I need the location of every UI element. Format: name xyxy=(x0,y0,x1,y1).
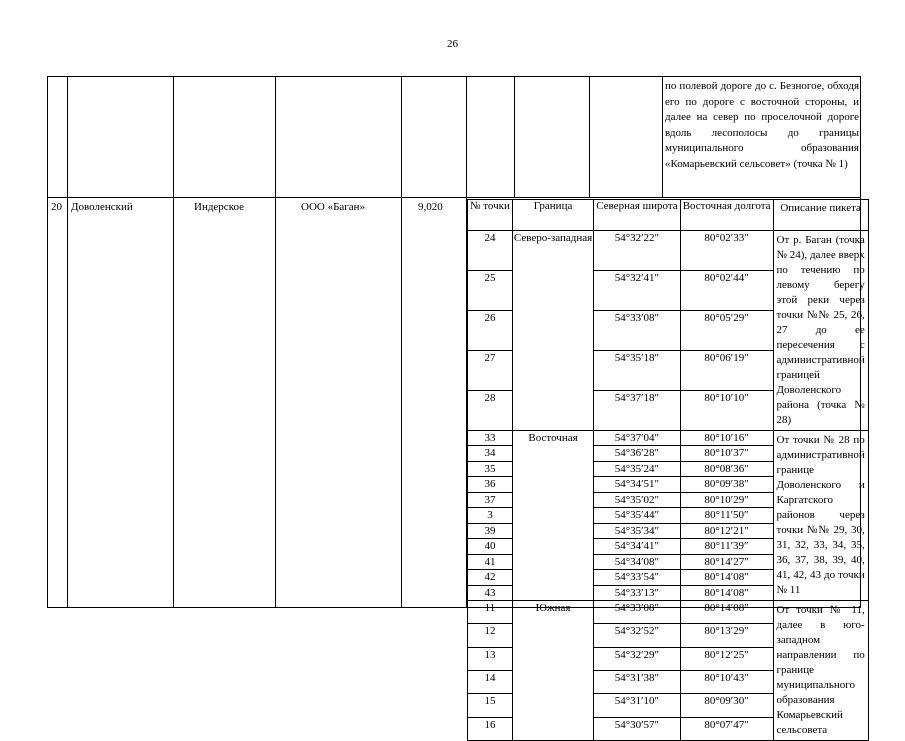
longitude-value: 80°14′08″ xyxy=(680,570,773,585)
longitude-value: 80°14′08″ xyxy=(680,585,773,600)
latitude-value: 54°34′51″ xyxy=(594,477,680,492)
coordinates-table xyxy=(467,199,869,741)
longitude-value: 80°06′19″ xyxy=(680,351,773,391)
header-latitude: Северная широта xyxy=(594,200,680,231)
longitude-value: 80°08′36″ xyxy=(680,461,773,476)
column-divider xyxy=(589,77,590,197)
point-number: 11 xyxy=(468,601,513,624)
point-number: 33 xyxy=(468,431,513,446)
latitude-value: 54°32′22″ xyxy=(594,231,680,271)
latitude-value: 54°33′54″ xyxy=(594,570,680,585)
column-divider xyxy=(662,77,663,197)
longitude-value: 80°10′10″ xyxy=(680,391,773,431)
point-number: 34 xyxy=(468,446,513,461)
point-number: 27 xyxy=(468,351,513,391)
table-row xyxy=(468,231,869,271)
settlement-name: Индерское xyxy=(194,201,244,213)
latitude-value: 54°37′04″ xyxy=(594,431,680,446)
longitude-value: 80°10′37″ xyxy=(680,446,773,461)
latitude-value: 54°33′08″ xyxy=(594,311,680,351)
latitude-value: 54°35′02″ xyxy=(594,492,680,507)
point-number: 37 xyxy=(468,492,513,507)
latitude-value: 54°33′08″ xyxy=(594,601,680,624)
document-table xyxy=(47,76,865,736)
point-number: 41 xyxy=(468,554,513,569)
point-number: 28 xyxy=(468,391,513,431)
latitude-value: 54°35′24″ xyxy=(594,461,680,476)
point-number: 13 xyxy=(468,647,513,670)
column-divider xyxy=(67,77,68,607)
point-number: 3 xyxy=(468,508,513,523)
longitude-value: 80°02′33″ xyxy=(680,231,773,271)
point-number: 14 xyxy=(468,670,513,693)
latitude-value: 54°31′38″ xyxy=(594,670,680,693)
table-row xyxy=(468,601,869,624)
area-value: 9,020 xyxy=(418,201,443,213)
latitude-value: 54°31′10″ xyxy=(594,694,680,717)
header-point: № точки xyxy=(468,200,513,231)
point-number: 26 xyxy=(468,311,513,351)
top-row-description: по полевой дороге до с. Безногое, обходя его по дороге с восточной стороны, и далее на север по проселочной дороге вдоль лесополосы до границы муниципального образования «Комарьевский сельсовет» (точка № 1) xyxy=(665,80,859,170)
latitude-value: 54°37′18″ xyxy=(594,391,680,431)
table-row xyxy=(468,431,869,446)
point-number: 25 xyxy=(468,271,513,311)
column-divider xyxy=(401,77,402,607)
latitude-value: 54°30′57″ xyxy=(594,717,680,740)
organization-name: ООО «Баган» xyxy=(301,201,366,213)
latitude-value: 54°36′28″ xyxy=(594,446,680,461)
point-number: 39 xyxy=(468,523,513,538)
header-description: Описание пикета xyxy=(773,200,868,231)
point-number: 36 xyxy=(468,477,513,492)
latitude-value: 54°34′41″ xyxy=(594,539,680,554)
point-number: 24 xyxy=(468,231,513,271)
point-number: 43 xyxy=(468,585,513,600)
picket-description: От точки № 28 по административной границе Доволенского и Каргатского районов через точки №№ 29, 30, 31, 32, 33, 34, 35, 36, 37, 38, 39, 40, 41, 42, 43 до точки № 11 xyxy=(773,431,868,601)
latitude-value: 54°32′29″ xyxy=(594,647,680,670)
longitude-value: 80°10′16″ xyxy=(680,431,773,446)
longitude-value: 80°11′50″ xyxy=(680,508,773,523)
longitude-value: 80°13′29″ xyxy=(680,624,773,647)
longitude-value: 80°07′47″ xyxy=(680,717,773,740)
longitude-value: 80°09′38″ xyxy=(680,477,773,492)
latitude-value: 54°32′41″ xyxy=(594,271,680,311)
border-name: Восточная xyxy=(512,431,593,601)
longitude-value: 80°10′43″ xyxy=(680,670,773,693)
longitude-value: 80°14′08″ xyxy=(680,601,773,624)
border-name: Южная xyxy=(512,601,593,741)
latitude-value: 54°33′13″ xyxy=(594,585,680,600)
latitude-value: 54°32′52″ xyxy=(594,624,680,647)
latitude-value: 54°35′34″ xyxy=(594,523,680,538)
point-number: 12 xyxy=(468,624,513,647)
longitude-value: 80°02′44″ xyxy=(680,271,773,311)
latitude-value: 54°35′18″ xyxy=(594,351,680,391)
longitude-value: 80°12′21″ xyxy=(680,523,773,538)
row-number: 20 xyxy=(51,201,62,213)
column-divider xyxy=(173,77,174,607)
point-number: 15 xyxy=(468,694,513,717)
district-name: Доволенский xyxy=(71,201,133,213)
border-name: Северо-западная xyxy=(512,231,593,431)
header-border: Граница xyxy=(512,200,593,231)
longitude-value: 80°05′29″ xyxy=(680,311,773,351)
point-number: 35 xyxy=(468,461,513,476)
longitude-value: 80°14′27″ xyxy=(680,554,773,569)
point-number: 16 xyxy=(468,717,513,740)
latitude-value: 54°34′08″ xyxy=(594,554,680,569)
longitude-value: 80°10′29″ xyxy=(680,492,773,507)
longitude-value: 80°11′39″ xyxy=(680,539,773,554)
point-number: 40 xyxy=(468,539,513,554)
longitude-value: 80°12′25″ xyxy=(680,647,773,670)
picket-description: От р. Баган (точка № 24), далее вверх по течению по левому берегу этой реки через точки №№ 25, 26, 27 до ее пересечения с административной границей Доволенского района (точка № 28) xyxy=(773,231,868,431)
point-number: 42 xyxy=(468,570,513,585)
page-number: 26 xyxy=(447,38,458,50)
coordinates-header-row xyxy=(468,200,869,231)
column-divider xyxy=(514,77,515,197)
column-divider xyxy=(275,77,276,607)
picket-description: От точки № 11, далее в юго-западном направлении по границе муниципального образования Комарьевский сельсовета xyxy=(773,601,868,741)
latitude-value: 54°35′44″ xyxy=(594,508,680,523)
header-longitude: Восточная долгота xyxy=(680,200,773,231)
row-divider xyxy=(48,197,860,198)
longitude-value: 80°09′30″ xyxy=(680,694,773,717)
